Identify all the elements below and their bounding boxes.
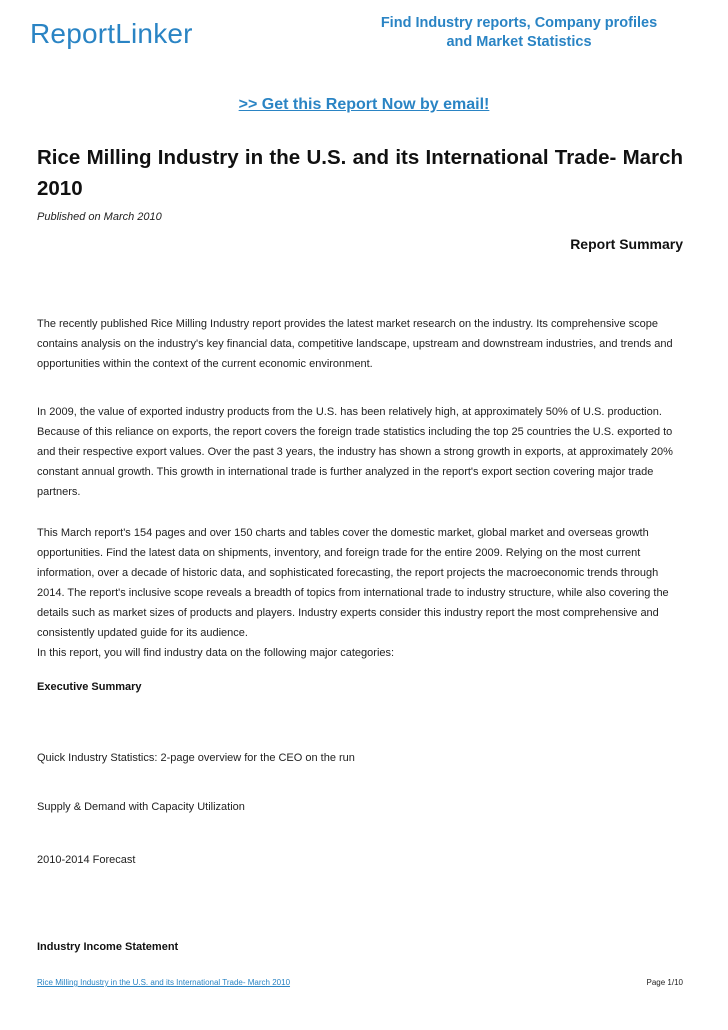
summary-paragraph-3: This March report's 154 pages and over 150 charts and tables cover the domestic market, global market and overseas growth opportunities. Find the latest data on shipments, inventory, and foreign trade for the entire 2009. Relying on the most current information, over a decade of historic data, and sophisticated forecasting, the report projects the macroeconomic trends through 2014. The report's inclusive scope reveals a breadth of topics from international trade to industry structure, while also covering the details such as market sizes of products and players. Industry experts consider this industry report the most comprehensive and consistently updated guide for its audience. xyxy=(37,527,669,639)
report-summary-heading: Report Summary xyxy=(570,236,683,252)
header-tagline xyxy=(360,14,678,52)
get-report-link[interactable]: >> Get this Report Now by email! xyxy=(238,96,490,113)
summary-paragraph-1: The recently published Rice Milling Industry report provides the latest market research on the industry. Its comprehensive scope contains analysis on the industry's key financial data, competitive landscape, upstream and downstream industries, and trends and opportunities within the context of the current economic environment. xyxy=(37,318,673,370)
tagline-line-2: and Market Statistics xyxy=(446,34,592,50)
tagline-line-1: Find Industry reports, Company profiles xyxy=(380,15,658,31)
categories-intro: In this report, you will find industry data on the following major categories: xyxy=(37,647,395,659)
footer-report-link[interactable]: Rice Milling Industry in the U.S. and its International Trade- March 2010 xyxy=(37,978,291,987)
reportlinker-logo[interactable]: ReportLinker xyxy=(30,18,193,49)
category-forecast: 2010-2014 Forecast xyxy=(37,854,136,866)
category-quick-stats: Quick Industry Statistics: 2-page overview for the CEO on the run xyxy=(37,752,355,764)
page-number: Page 1/10 xyxy=(646,978,683,987)
summary-paragraph-2: In 2009, the value of exported industry products from the U.S. has been relatively high, at approximately 50% of U.S. production. Because of this reliance on exports, the report covers the foreign trade statistics including the top 25 countries the U.S. exported to and their respective export values. Over the past 3 years, the industry has shown a strong growth in exports, at approximately 20% constant annual growth. This growth in international trade is further analyzed in the report's export section covering major trade partners. xyxy=(37,406,673,498)
category-executive-summary: Executive Summary xyxy=(37,681,142,693)
category-income-statement: Industry Income Statement xyxy=(37,941,179,953)
report-title: Rice Milling Industry in the U.S. and its International Trade- March 2010 xyxy=(37,146,683,200)
published-date: Published on March 2010 xyxy=(37,211,162,223)
category-supply-demand: Supply & Demand with Capacity Utilization xyxy=(37,801,245,813)
